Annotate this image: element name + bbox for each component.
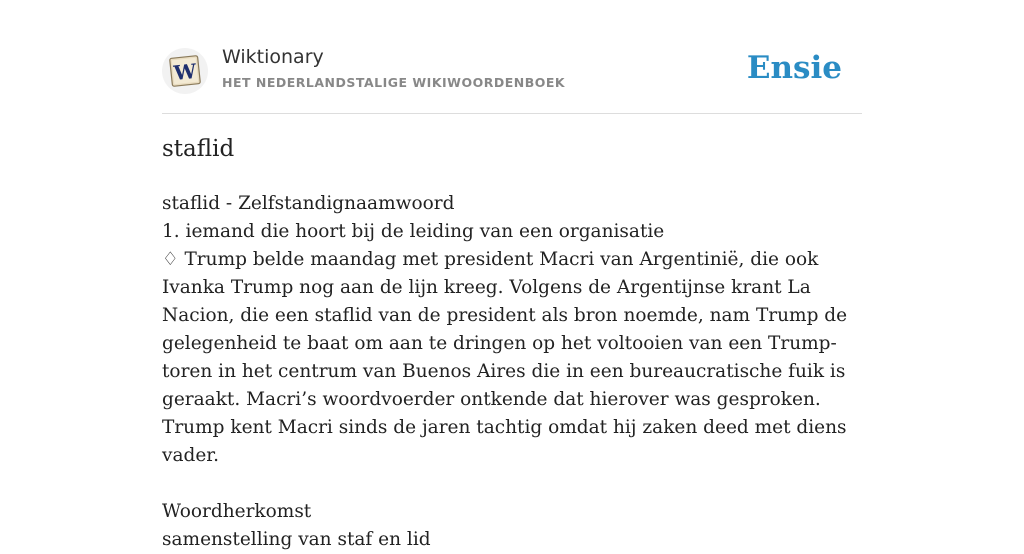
entry-content — [162, 190, 862, 554]
paragraph-spacer — [162, 470, 862, 498]
wiktionary-tile-icon — [162, 48, 208, 94]
definition: 1. iemand die hoort bij de leiding van een organisatie — [162, 221, 665, 242]
site-subtitle: HET NEDERLANDSTALIGE WIKIWOORDENBOEK — [222, 75, 566, 90]
etymology-heading: Woordherkomst — [162, 501, 312, 522]
page-title: staflid — [162, 136, 235, 162]
logo-letter: W — [172, 58, 198, 86]
example-sentence: ♢ Trump belde maandag met president Macri van Argentinië, die ook Ivanka Trump nog aan de lijn kreeg. Volgens de Argentijnse krant La Nacion, die een staflid van de president als bron noemde, nam Trump de gelegenheid te baat om aan te dringen op het voltooien van een Trump-toren in het centrum van Buenos Aires die in een bureaucratische fuik is geraakt. Macri’s woordvoerder ontkende dat hierover was gesproken. Trump kent Macri sinds de jaren tachtig omdat hij zaken deed met diens vader. — [162, 249, 848, 466]
header-divider — [162, 113, 862, 114]
etymology-text: samenstelling van staf en lid — [162, 529, 431, 550]
site-header — [162, 44, 862, 98]
site-title[interactable]: Wiktionary — [222, 46, 324, 68]
part-of-speech-line: staflid - Zelfstandignaamwoord — [162, 193, 455, 214]
ensie-brand-logo[interactable]: Ensie — [746, 50, 842, 86]
wiktionary-logo[interactable] — [162, 48, 208, 94]
